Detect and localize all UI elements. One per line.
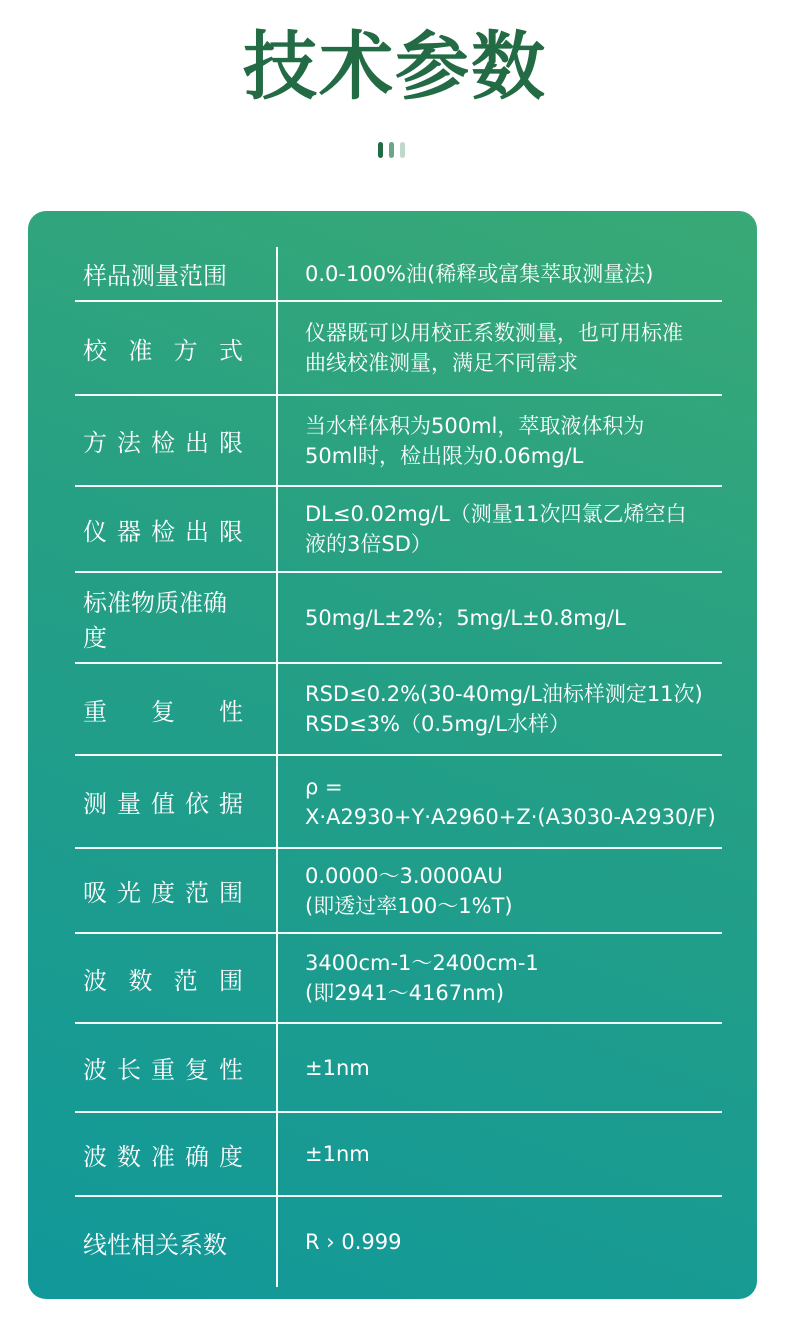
spec-value: ±1nm [305,1142,370,1166]
spec-value: 0.0-100%油(稀释或富集萃取测量法) [305,261,654,286]
table-row [75,1113,722,1195]
spec-label: 测 量 值 依 据 [83,790,243,818]
table-row [75,302,722,394]
spec-label: 样品测量范围 [83,262,227,290]
page-title: 技术参数 [243,24,547,110]
spec-label: 吸 光 度 范 围 [83,879,243,907]
spec-label: 校 准 方 式 [83,336,243,365]
title-decoration [378,142,405,158]
spec-label: 标准物质准确度 [83,588,227,652]
table-row [75,1197,722,1287]
table-row [75,396,722,485]
deco-bar-2 [389,142,394,158]
table-row [75,573,722,662]
spec-value: R › 0.999 [305,1230,402,1254]
spec-value: ρ = X·A2930+Y·A2960+Z·(A3030-A2930/F) [305,774,716,829]
spec-value: 0.0000～3.0000AU (即透过率100～1%T) [305,863,513,918]
spec-label: 仪 器 检 出 限 [83,517,243,546]
spec-value: ±1nm [305,1055,370,1080]
table-row [75,934,722,1022]
spec-label: 方 法 检 出 限 [83,429,243,457]
table-row [75,664,722,754]
spec-label: 重 复 性 [83,697,243,726]
table-row [75,849,722,932]
deco-bar-1 [378,142,383,158]
spec-label: 波 数 范 围 [83,966,243,995]
spec-value: 50mg/L±2%；5mg/L±0.8mg/L [305,605,626,630]
deco-bar-3 [400,142,405,158]
spec-label: 波 数 准 确 度 [83,1142,243,1171]
spec-value: 3400cm-1～2400cm-1 (即2941～4167nm) [305,951,539,1005]
table-row [75,756,722,847]
table-row [75,1024,722,1111]
table-row [75,487,722,571]
spec-label: 波 长 重 复 性 [83,1056,243,1084]
spec-value: 当水样体积为500ml，萃取液体积为 50ml时，检出限为0.06mg/L [305,413,645,468]
spec-value: 仪器既可以用校正系数测量，也可用标准 曲线校准测量，满足不同需求 [305,321,683,375]
spec-value: DL≤0.02mg/L（测量11次四氯乙烯空白 液的3倍SD） [305,502,687,556]
spec-value: RSD≤0.2%(30-40mg/L油标样测定11次) RSD≤3%（0.5mg/L水样） [305,682,703,736]
spec-label: 线性相关系数 [83,1230,227,1259]
spec-table-card [28,211,757,1299]
table-row [75,247,722,300]
